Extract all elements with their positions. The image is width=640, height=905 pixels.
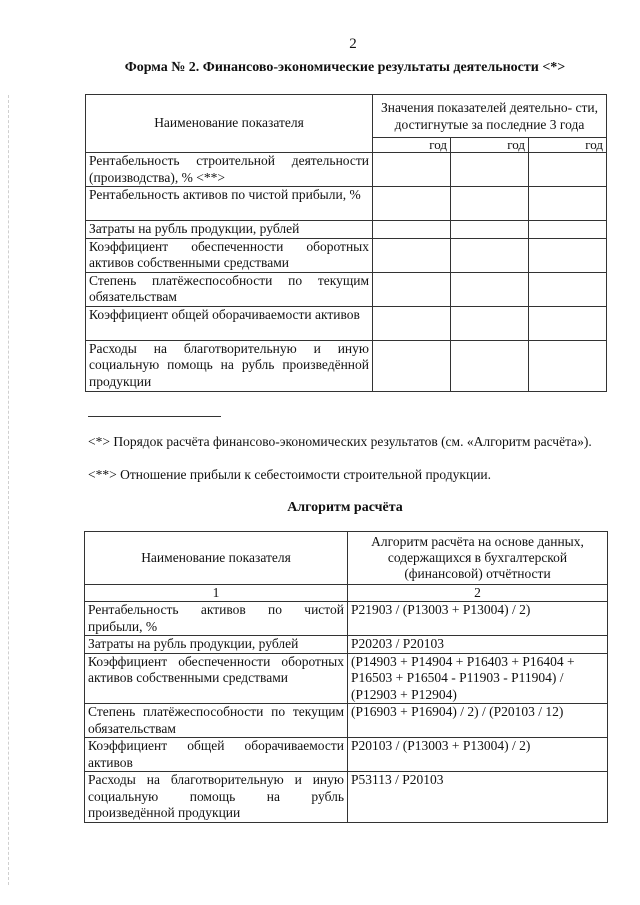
formula-cell: Р20103 / (Р13003 + Р13004) / 2) (348, 738, 608, 772)
column-number: 2 (348, 585, 608, 602)
column-number: 1 (85, 585, 348, 602)
indicator-name: Степень платёжеспособности по текущим обязательствам (86, 272, 373, 306)
formula-cell: (Р16903 + Р16904) / 2) / (Р20103 / 12) (348, 704, 608, 738)
table-row (85, 704, 608, 738)
table-row (86, 340, 607, 391)
header-indicator-name: Наименование показателя (85, 532, 348, 585)
value-cell[interactable] (450, 306, 528, 340)
indicator-name: Коэффициент общей оборачиваемости активов (86, 306, 373, 340)
formula-cell: Р20203 / Р20103 (348, 636, 608, 654)
algorithm-table (84, 531, 608, 823)
value-cell[interactable] (373, 221, 451, 239)
scan-margin-line (8, 95, 9, 885)
table-row (86, 187, 607, 221)
indicator-name: Расходы на благотворительную и иную социальную помощь на рубль произведённой продукции (86, 340, 373, 391)
header-indicator-values: Значения показателей деятельно- сти, достигнутые за последние 3 года (373, 95, 607, 138)
value-cell[interactable] (528, 306, 606, 340)
indicator-name: Затраты на рубль продукции, рублей (85, 636, 348, 654)
table-row (85, 738, 608, 772)
indicator-name: Коэффициент обеспеченности оборотных активов собственными средствами (85, 653, 348, 704)
table-row (85, 772, 608, 823)
value-cell[interactable] (528, 221, 606, 239)
indicator-name: Коэффициент общей оборачиваемости активов (85, 738, 348, 772)
indicator-name: Рентабельность активов по чистой прибыли, % (85, 602, 348, 636)
table-row (85, 653, 608, 704)
algorithm-title: Алгоритм расчёта (287, 500, 403, 515)
table-row (86, 306, 607, 340)
formula-cell: Р21903 / (Р13003 + Р13004) / 2) (348, 602, 608, 636)
table-row (86, 153, 607, 187)
value-cell[interactable] (528, 187, 606, 221)
year-cell: год (450, 138, 528, 153)
results-table (85, 94, 607, 392)
value-cell[interactable] (450, 272, 528, 306)
value-cell[interactable] (450, 340, 528, 391)
column-numbers-row (85, 585, 608, 602)
value-cell[interactable] (373, 272, 451, 306)
year-cell: год (373, 138, 451, 153)
value-cell[interactable] (450, 238, 528, 272)
value-cell[interactable] (450, 187, 528, 221)
value-cell[interactable] (373, 153, 451, 187)
header-algorithm: Алгоритм расчёта на основе данных, содержащихся в бухгалтерской (финансовой) отчётности (348, 532, 608, 585)
value-cell[interactable] (373, 306, 451, 340)
indicator-name: Затраты на рубль продукции, рублей (86, 221, 373, 239)
indicator-name: Коэффициент обеспеченности оборотных активов собственными средствами (86, 238, 373, 272)
formula-cell: (Р14903 + Р14904 + Р16403 + Р16404 + Р16503 + Р16504 - Р11903 - Р11904) / (Р12903 + Р12904) (348, 653, 608, 704)
year-cell: год (528, 138, 606, 153)
value-cell[interactable] (450, 153, 528, 187)
value-cell[interactable] (528, 238, 606, 272)
indicator-name: Рентабельность строительной деятельности (производства), % <**> (86, 153, 373, 187)
value-cell[interactable] (528, 153, 606, 187)
value-cell[interactable] (373, 238, 451, 272)
formula-cell: Р53113 / Р20103 (348, 772, 608, 823)
page-number: 2 (349, 36, 357, 52)
table-row (85, 602, 608, 636)
table-row (85, 636, 608, 654)
value-cell[interactable] (373, 340, 451, 391)
table-row (86, 238, 607, 272)
header-indicator-name: Наименование показателя (86, 95, 373, 153)
indicator-name: Расходы на благотворительную и иную социальную помощь на рубль произведённой продукции (85, 772, 348, 823)
footnote-2: <**> Отношение прибыли к себестоимости строительной продукции. (88, 467, 492, 482)
value-cell[interactable] (528, 340, 606, 391)
results-table-header (86, 95, 607, 138)
indicator-name: Степень платёжеспособности по текущим обязательствам (85, 704, 348, 738)
form-title: Форма № 2. Финансово-экономические результаты деятельности <*> (124, 60, 566, 75)
indicator-name: Рентабельность активов по чистой прибыли, % (86, 187, 373, 221)
table-row (86, 221, 607, 239)
algorithm-table-header (85, 532, 608, 585)
footnote-1: <*> Порядок расчёта финансово-экономических результатов (см. «Алгоритм расчёта»). (88, 434, 592, 449)
value-cell[interactable] (450, 221, 528, 239)
value-cell[interactable] (373, 187, 451, 221)
table-row (86, 272, 607, 306)
footnote-separator (88, 416, 221, 417)
value-cell[interactable] (528, 272, 606, 306)
